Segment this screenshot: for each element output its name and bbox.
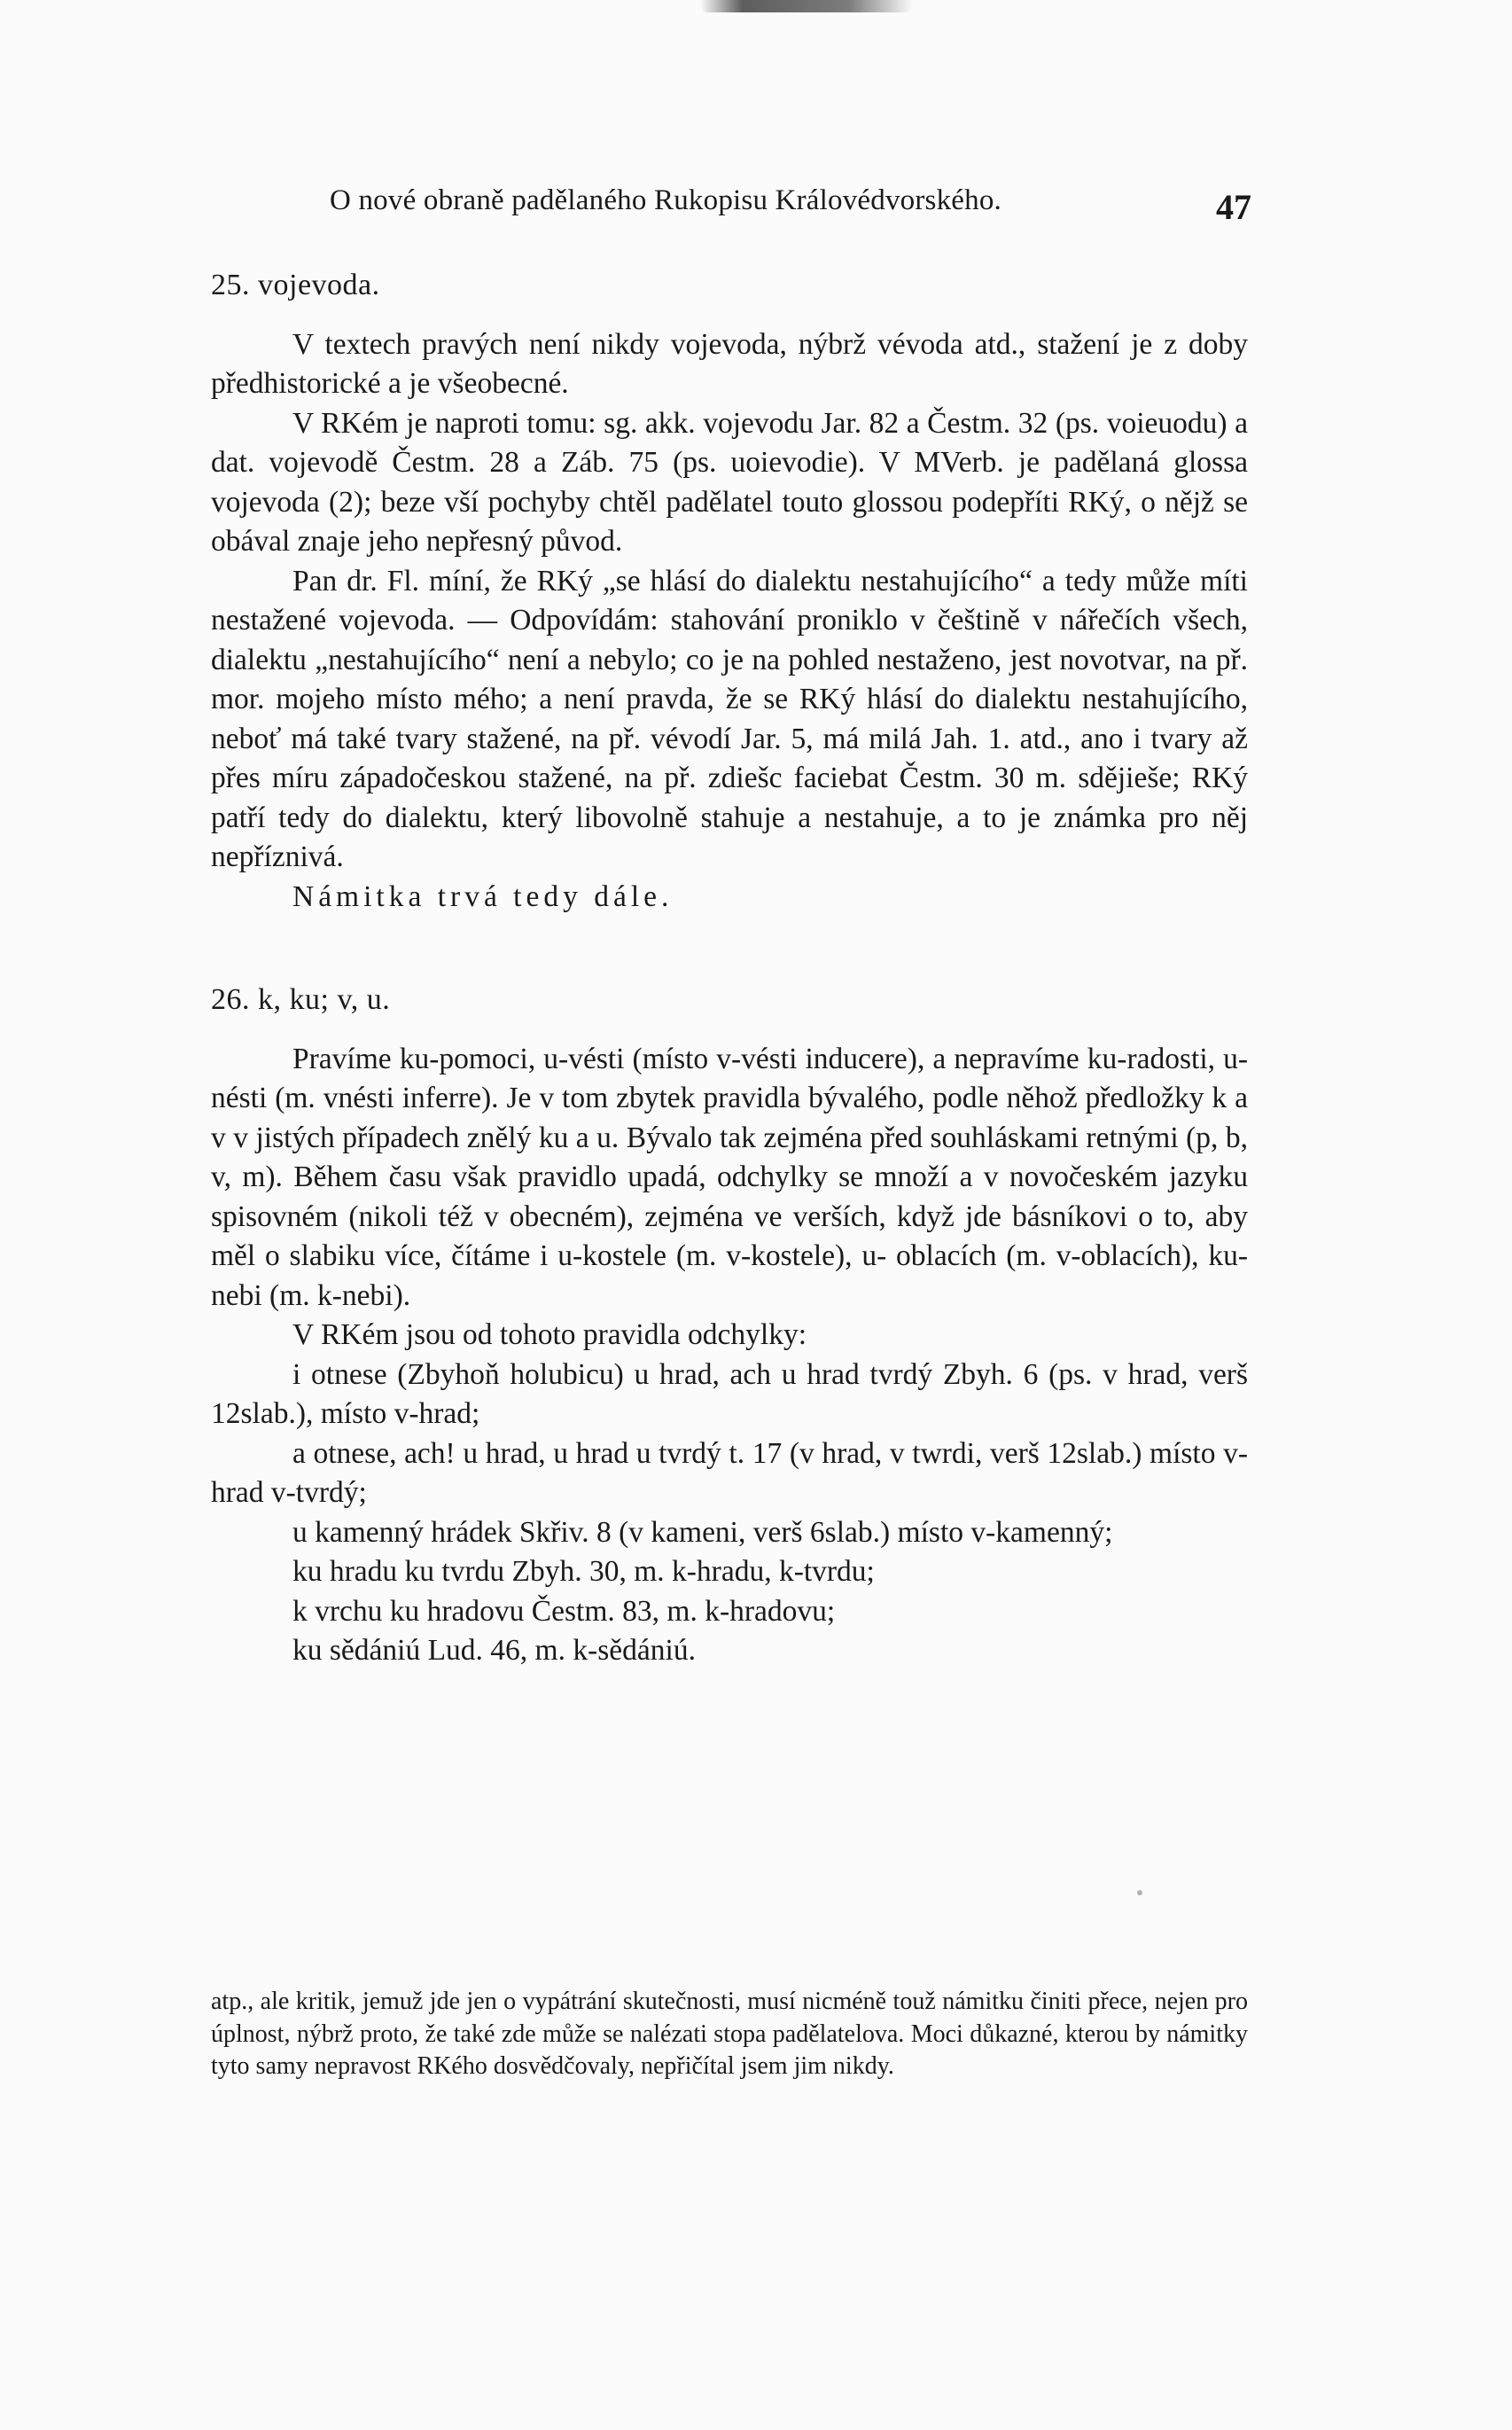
section-25-paragraph-2: V RKém je naproti tomu: sg. akk. vojevodu Jar. 82 a Čestm. 32 (ps. voieuodu) a dat. vojevodě Čestm. 28 a Záb. 75 (ps. uoievodie). V MVerb. je padělaná glossa vojevoda (2); beze vší pochyby chtěl padělatel touto glossou podepříti RKý, o nějž se obával znaje jeho nepřesný původ. bbox=[211, 406, 1248, 558]
section-25-title: 25. vojevoda. bbox=[211, 269, 380, 301]
spacer bbox=[211, 306, 1248, 325]
example-item: u kamenný hrádek Skřiv. 8 (v kameni, verš 6slab.) místo v-kamenný; bbox=[292, 1515, 1113, 1549]
footnote-text: atp., ale kritik, jemuž jde jen o vypátrání skutečnosti, musí nicméně touž námitku činiti přece, nejen pro úplnost, nýbrž proto, že také zde může se nalézati stopa padělatelova. Moci důkazné, kterou by námitky tyto samy nepravost RKého dosvědčovaly, nepřičítal jsem jim nikdy. bbox=[211, 1988, 1248, 2080]
section-25-paragraph-1: V textech pravých není nikdy vojevoda, nýbrž vévoda atd., stažení je z doby předhistorické a je všeobecné. bbox=[211, 327, 1248, 400]
section-25-conclusion: Námitka trvá tedy dále. bbox=[292, 879, 674, 913]
section-25-paragraph-3: Pan dr. Fl. míní, že RKý „se hlásí do dialektu nestahujícího“ a tedy může míti nestažené vojevoda. — Odpovídám: stahování proniklo v češtině v nářečích všech, dialektu „nestahujícího“ není a nebylo; co je na pohled nestaženo, jest novotvar, na př. mor. mojeho místo mého; a není pravda, že se RKý hlásí do dialektu nestahujícího, neboť má také tvary stažené, na př. vévodí Jar. 5, má milá Jah. 1. atd., ano i tvary až přes míru západočeskou stažené, na př. zdiešc faciebat Čestm. 30 m. sdějieše; RKý patří tedy do dialektu, který libovolně stahuje a nestahuje, a to je známka pro něj nepříznivá. bbox=[211, 564, 1248, 873]
example-item: k vrchu ku hradovu Čestm. 83, m. k-hradovu; bbox=[292, 1594, 836, 1628]
running-title: O nové obraně padělaného Rukopisu Královédvorského. bbox=[330, 184, 1002, 216]
example-item: ku sědániú Lud. 46, m. k-sědániú. bbox=[292, 1634, 696, 1667]
spacer bbox=[211, 917, 1248, 981]
body-text bbox=[211, 266, 1248, 1671]
example-item: ku hradu ku tvrdu Zbyh. 30, m. k-hradu, k-tvrdu; bbox=[292, 1555, 875, 1588]
section-26-paragraph-1: Pravíme ku-pomoci, u-vésti (místo v-vésti inducere), a nepravíme ku-radosti, u-nésti (m. vnésti inferre). Je v tom zbytek pravidla bývalého, podle něhož předložky k a v v jistých případech znělý ku a u. Bývalo tak zejména před souhláskami retnými (p, b, v, m). Během času však pravidlo upadá, odchylky se množí a v novočeském jazyku spisovném (nikoli též v obecném), zejména ve verších, když jde básníkovi o to, aby měl o slabiku více, čítáme i u-kostele (m. v-kostele), u- oblacích (m. v-oblacích), ku-nebi (m. k-nebi). bbox=[211, 1042, 1248, 1312]
example-list bbox=[211, 1356, 1248, 1671]
example-item: i otnese (Zbyhoň holubicu) u hrad, ach u hrad tvrdý Zbyh. 6 (ps. v hrad, verš 12slab.), místo v-hrad; bbox=[211, 1357, 1248, 1430]
example-item: a otnese, ach! u hrad, u hrad u tvrdý t. 17 (v hrad, v twrdi, verš 12slab.) místo v-hrad v-tvrdý; bbox=[211, 1436, 1248, 1509]
section-26-title: 26. k, ku; v, u. bbox=[211, 983, 391, 1016]
spacer bbox=[211, 1020, 1248, 1040]
page-header bbox=[330, 184, 1251, 229]
scan-smudge bbox=[700, 0, 913, 12]
scan-speck bbox=[1137, 1890, 1142, 1895]
page-number: 47 bbox=[1216, 187, 1251, 227]
footnote bbox=[211, 1986, 1248, 2083]
section-26-paragraph-2: V RKém jsou od tohoto pravidla odchylky: bbox=[292, 1318, 807, 1351]
